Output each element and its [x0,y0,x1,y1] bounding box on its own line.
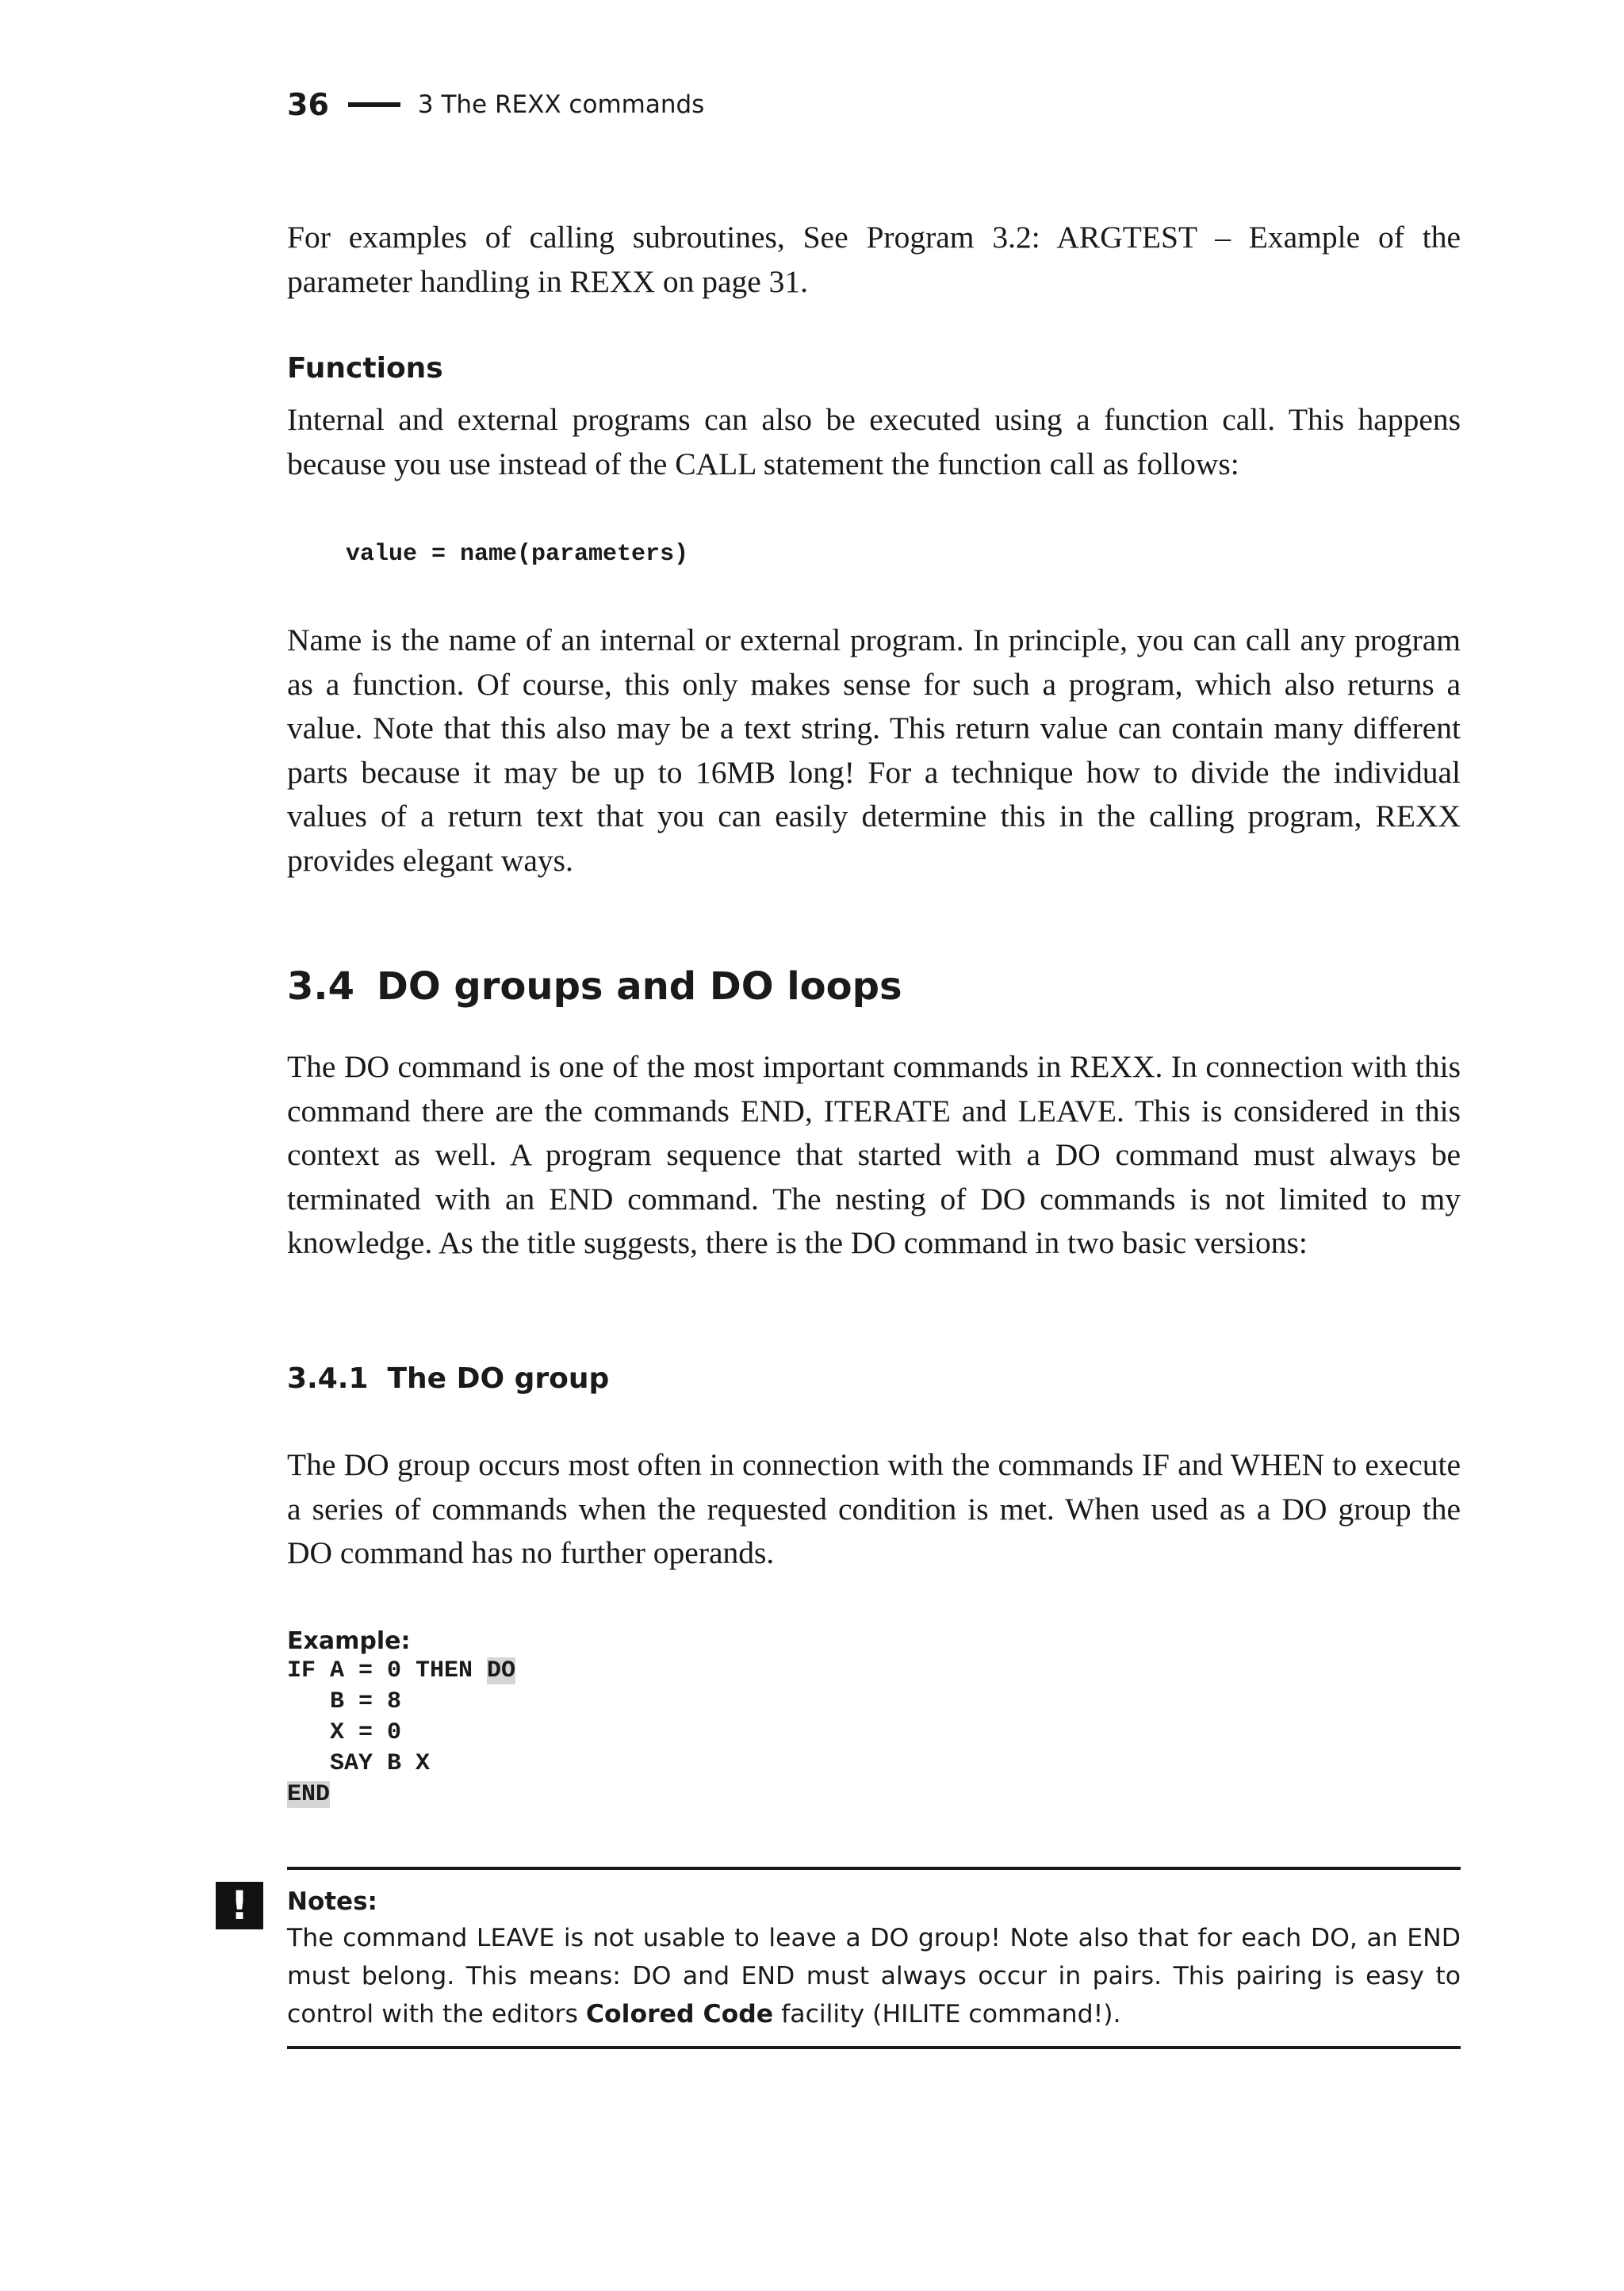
section-paragraph: The DO command is one of the most important commands in REXX. In connection with this command there are the commands END, ITERATE and LEAVE. This is considered in this context as well. A program sequence that started with a DO command must always be terminated with an END command. The nesting of DO commands is not limited to my knowledge. As the title suggests, there is the DO command in two basic versions: [287,1049,1461,1260]
intro-paragraph: For examples of calling subroutines, See Program 3.2: ARGTEST – Example of the parameter handling in REXX on page 31. [287,220,1461,299]
page-number: 36 [287,87,329,122]
section-heading [287,964,902,1009]
example-code-block [287,1656,515,1810]
functions-explanation: Name is the name of an internal or external program. In principle, you can call any program as a function. Of course, this only makes sense for such a program, which also returns a value. Note that this also may be a text string. This return value can contain many different parts because it may be up to 16MB long! For a technique how to divide the individual values of a return text that you can easily determine this in the calling program, REXX provides elegant ways. [287,623,1461,878]
chapter-title: 3 The REXX commands [417,90,705,119]
notes-top-rule [287,1867,1461,1870]
section-number: 3.4 [287,964,355,1009]
section-title: DO groups and DO loops [377,964,902,1009]
notes-text-end: facility (HILITE command!). [773,2000,1121,2029]
running-header [287,86,704,124]
subsection-heading [287,1362,609,1395]
code-line-1: IF A = 0 THEN [287,1657,488,1684]
subsection-paragraph: The DO group occurs most often in connection with the commands IF and WHEN to execute a series of commands when the requested condition is met. When used as a DO group the DO command has no further operands. [287,1447,1461,1570]
code-line-2: B = 8 [287,1688,402,1715]
code-line [287,1780,515,1810]
exclamation-icon: ! [216,1882,263,1929]
subsection-number: 3.4.1 [287,1362,369,1395]
code-line-3: X = 0 [287,1719,402,1746]
example-label: Example: [287,1627,411,1655]
header-rule [348,102,400,107]
notes-bottom-rule [287,2046,1461,2049]
code-line-4: SAY B X [287,1750,431,1777]
code-line [287,1656,515,1687]
notes-title: Notes: [287,1887,377,1916]
functions-paragraph: Internal and external programs can also be executed using a function call. This happens because you use instead of the CALL statement the function call as follows: [287,402,1461,481]
notes-text [287,1919,1461,2033]
function-call-code: value = name(parameters) [346,541,689,568]
notes-bold-term: Colored Code [585,2000,774,2029]
notes-text-start: The command LEAVE is not usable to leave a DO group! Note also that for each DO, an END must belong. This means: DO and END must always occur in pairs. This pairing is easy to control with the editors [287,1924,1461,2029]
highlighted-do: DO [487,1657,516,1684]
functions-heading: Functions [287,352,443,385]
highlighted-end: END [287,1781,331,1808]
subsection-title: The DO group [387,1362,610,1395]
